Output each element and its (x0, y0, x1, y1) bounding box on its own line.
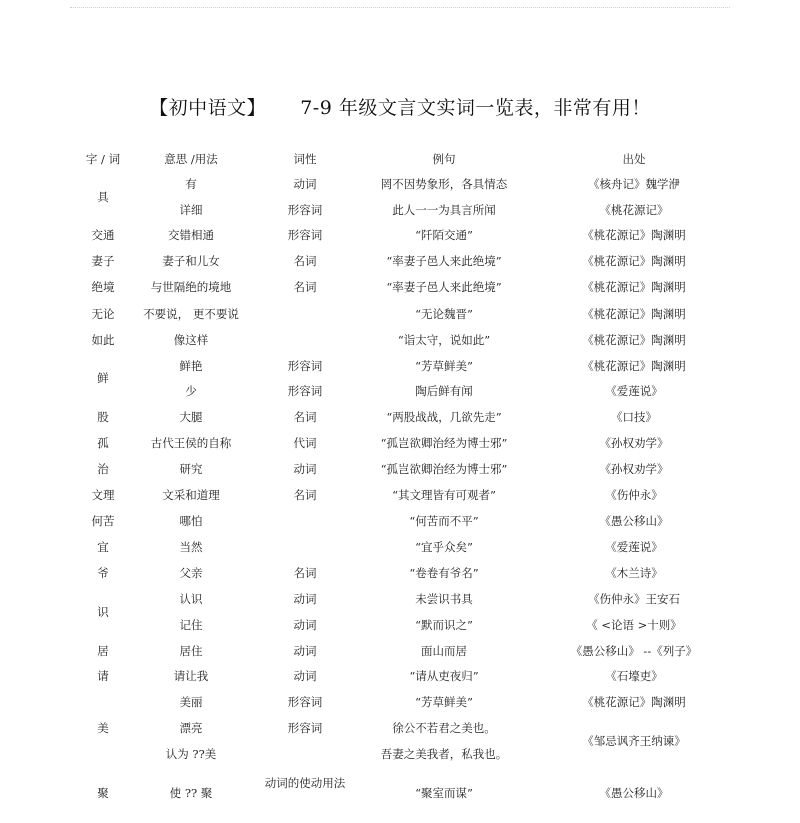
char-cell: 宜 (97, 540, 109, 554)
char-cell: 鲜 (97, 371, 109, 385)
pos-cell: 动词 (293, 644, 317, 658)
source-cell: 《桃花源记》陶渊明 (582, 228, 686, 242)
header-meaning: 意思 /用法 (164, 152, 218, 166)
example-cell: “孤岂欲卿治经为博士邪” (380, 462, 508, 476)
char-cell: 聚 (97, 786, 109, 800)
char-cell: 股 (97, 410, 109, 424)
example-cell: “何苦而不平” (409, 514, 479, 528)
meaning-cell: 哪怕 (179, 514, 203, 528)
pos-cell: 动词 (293, 618, 317, 632)
source-cell: 《桃花源记》陶渊明 (582, 333, 686, 347)
pos-cell: 名词 (293, 488, 317, 502)
pos-cell: 形容词 (287, 203, 323, 217)
pos-cell: 名词 (293, 280, 317, 294)
source-cell: 《桃花源记》陶渊明 (582, 254, 686, 268)
header-char: 字 / 词 (85, 152, 121, 166)
example-cell: “聚室而谋” (415, 786, 473, 800)
example-cell: “率妻子邑人来此绝境” (386, 280, 502, 294)
meaning-cell: 与世隔绝的境地 (150, 280, 232, 294)
source-cell: 《愚公移山》 (599, 514, 669, 528)
meaning-cell: 像这样 (173, 333, 209, 347)
header-pos: 词性 (293, 152, 317, 166)
source-cell: 《孙权劝学》 (599, 462, 669, 476)
source-cell: 《伤仲永》 (605, 488, 663, 502)
example-cell: “其文理皆有可观者” (392, 488, 496, 502)
meaning-cell: 父亲 (179, 566, 203, 580)
char-cell: 治 (97, 462, 109, 476)
char-cell: 孤 (97, 436, 109, 450)
char-cell: 何苦 (91, 514, 115, 528)
example-cell: “默而识之” (415, 618, 473, 632)
source-cell: 《爱莲说》 (605, 384, 663, 398)
pos-cell: 动词 (293, 592, 317, 606)
title-text: 7-9 年级文言文实词一览表，非常有用！ (300, 97, 651, 119)
pos-cell: 名词 (293, 566, 317, 580)
char-cell: 识 (97, 605, 109, 619)
source-cell: 《核舟记》魏学洢 (588, 177, 680, 191)
meaning-cell: 认为 ??美 (165, 747, 217, 761)
example-cell: 此人一一为具言所闻 (392, 203, 496, 217)
meaning-cell: 认识 (179, 592, 203, 606)
pos-cell: 形容词 (287, 695, 323, 709)
example-cell: “两股战战，几欲先走” (386, 410, 502, 424)
example-cell: “孤岂欲卿治经为博士邪” (380, 436, 508, 450)
meaning-cell: 研究 (179, 462, 203, 476)
meaning-cell: 请让我 (173, 669, 209, 683)
example-cell: “无论魏晋” (415, 307, 473, 321)
example-cell: 未尝识书具 (415, 592, 473, 606)
char-cell: 文理 (91, 488, 115, 502)
example-cell: “宜乎众矣” (415, 540, 473, 554)
source-cell: 《桃花源记》 (599, 203, 669, 217)
meaning-cell: 妻子和儿女 (162, 254, 220, 268)
meaning-cell: 漂亮 (179, 721, 203, 735)
header-source: 出处 (622, 152, 646, 166)
example-cell: “芳草鲜美” (415, 359, 473, 373)
source-cell: 《木兰诗》 (605, 566, 663, 580)
meaning-cell: 鲜艳 (179, 359, 203, 373)
source-cell: 《桃花源记》陶渊明 (582, 307, 686, 321)
page-title (0, 93, 800, 120)
char-cell: 美 (97, 721, 109, 735)
source-cell: 《桃花源记》陶渊明 (582, 359, 686, 373)
meaning-cell: 详细 (179, 203, 203, 217)
example-cell: 陶后鲜有闻 (415, 384, 473, 398)
meaning-cell: 少 (185, 384, 197, 398)
source-cell: 《口技》 (611, 410, 657, 424)
source-cell: 《愚公移山》 --《列子》 (570, 644, 698, 658)
pos-cell: 名词 (293, 410, 317, 424)
pos-cell: 动词 (293, 177, 317, 191)
example-cell: 罔不因势象形，各具情态 (380, 177, 508, 191)
source-cell: 《爱莲说》 (605, 540, 663, 554)
title-tag: 【初中语文】 (149, 97, 267, 119)
pos-cell: 动词的使动用法 (264, 776, 346, 790)
source-cell: 《桃花源记》陶渊明 (582, 695, 686, 709)
source-cell: 《桃花源记》陶渊明 (582, 280, 686, 294)
source-cell: 《邹忌讽齐王纳谏》 (582, 734, 686, 748)
meaning-cell: 当然 (179, 540, 203, 554)
meaning-cell: 大腿 (179, 410, 203, 424)
meaning-cell: 美丽 (179, 695, 203, 709)
meaning-cell: 文采和道理 (162, 488, 220, 502)
char-cell: 如此 (91, 333, 115, 347)
pos-cell: 代词 (293, 436, 317, 450)
example-cell: “芳草鲜美” (415, 695, 473, 709)
pos-cell: 动词 (293, 669, 317, 683)
example-cell: “卷卷有爷名” (409, 566, 479, 580)
header-example: 例句 (432, 152, 456, 166)
pos-cell: 形容词 (287, 228, 323, 242)
meaning-cell: 不要说， 更不要说 (143, 307, 239, 321)
example-cell: 徐公不若君之美也。 (392, 721, 496, 735)
meaning-cell: 居住 (179, 644, 203, 658)
pos-cell: 形容词 (287, 384, 323, 398)
example-cell: “率妻子邑人来此绝境” (386, 254, 502, 268)
pos-cell: 动词 (293, 462, 317, 476)
char-cell: 无论 (91, 307, 115, 321)
char-cell: 爷 (97, 566, 109, 580)
example-cell: 面山而居 (421, 644, 467, 658)
source-cell: 《愚公移山》 (599, 786, 669, 800)
meaning-cell: 有 (185, 177, 197, 191)
example-cell: “阡陌交通” (415, 228, 473, 242)
meaning-cell: 交错相通 (168, 228, 214, 242)
meaning-cell: 古代王侯的自称 (150, 436, 232, 450)
source-cell: 《孙权劝学》 (599, 436, 669, 450)
top-dotted-rule (70, 7, 730, 10)
pos-cell: 形容词 (287, 359, 323, 373)
char-cell: 具 (97, 190, 109, 204)
meaning-cell: 记住 (179, 618, 203, 632)
char-cell: 绝境 (91, 280, 115, 294)
meaning-cell: 使 ?? 聚 (169, 786, 213, 800)
example-cell: 吾妻之美我者，私我也。 (380, 747, 508, 761)
source-cell: 《 <论语 >十则》 (586, 618, 682, 632)
source-cell: 《伤仲永》王安石 (588, 592, 680, 606)
source-cell: 《石壕吏》 (605, 669, 663, 683)
char-cell: 交通 (91, 228, 115, 242)
example-cell: “请从吏夜归” (409, 669, 479, 683)
pos-cell: 形容词 (287, 721, 323, 735)
char-cell: 居 (97, 644, 109, 658)
char-cell: 妻子 (91, 254, 115, 268)
char-cell: 请 (97, 669, 109, 683)
example-cell: “诣太守，说如此” (397, 333, 491, 347)
pos-cell: 名词 (293, 254, 317, 268)
